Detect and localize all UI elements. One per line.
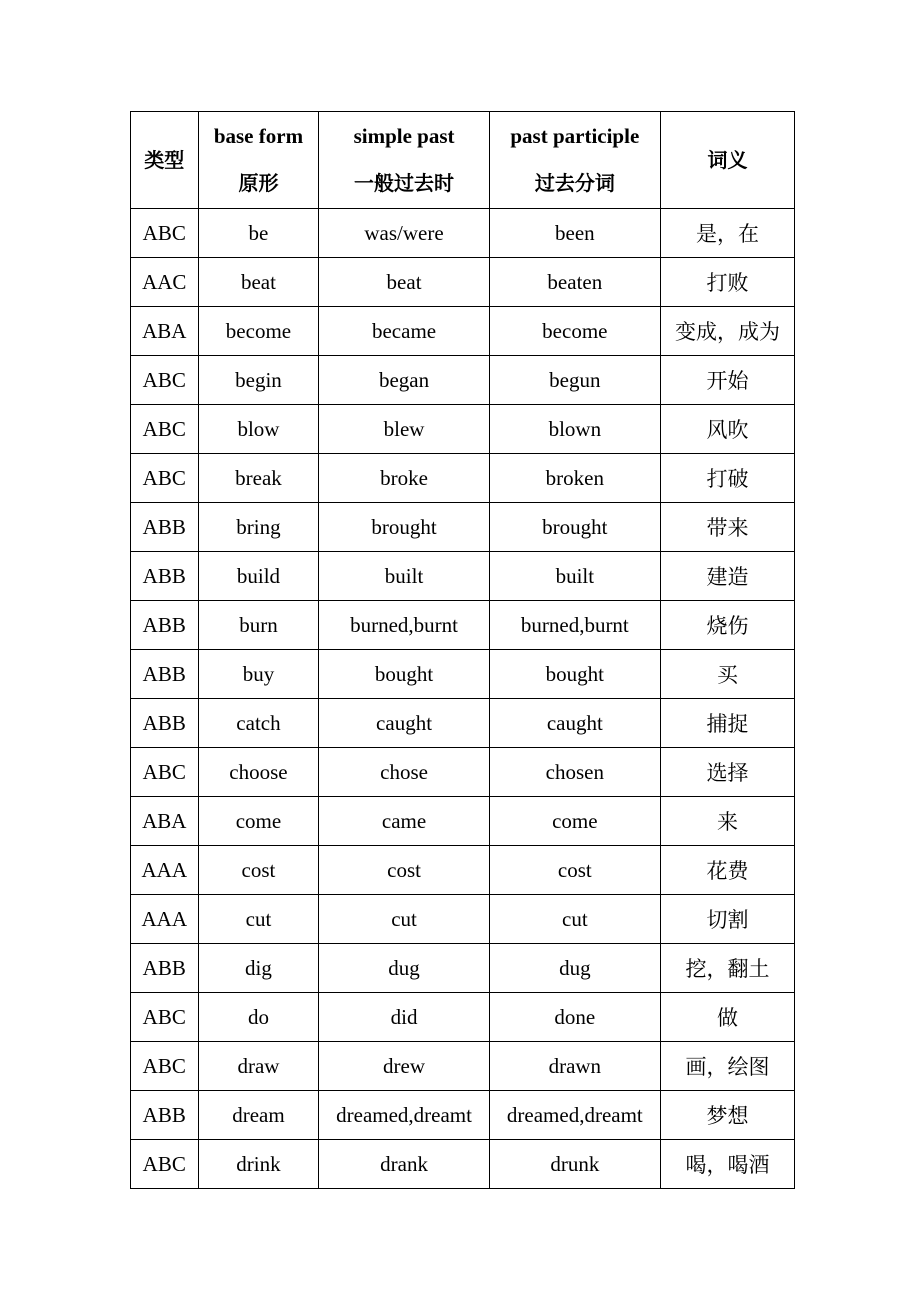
cell-past: dreamed,dreamt (319, 1091, 489, 1140)
cell-type: ABB (131, 552, 199, 601)
cell-base: come (198, 797, 319, 846)
cell-past: did (319, 993, 489, 1042)
header-base-en: base form (213, 124, 304, 148)
cell-meaning: 带来 (660, 503, 794, 552)
cell-type: ABA (131, 307, 199, 356)
cell-participle: dreamed,dreamt (489, 1091, 660, 1140)
cell-type: ABC (131, 209, 199, 258)
table-row (131, 307, 795, 356)
header-type-label: 类型 (144, 147, 185, 172)
cell-meaning: 选择 (660, 748, 794, 797)
table-row (131, 1042, 795, 1091)
cell-past: brought (319, 503, 489, 552)
cell-type: ABB (131, 944, 199, 993)
cell-participle: cut (489, 895, 660, 944)
table-row (131, 993, 795, 1042)
header-meaning (660, 112, 794, 209)
cell-meaning: 变成，成为 (660, 307, 794, 356)
cell-base: be (198, 209, 319, 258)
cell-participle: chosen (489, 748, 660, 797)
cell-type: ABB (131, 503, 199, 552)
cell-base: draw (198, 1042, 319, 1091)
cell-type: ABA (131, 797, 199, 846)
cell-meaning: 画，绘图 (660, 1042, 794, 1091)
cell-participle: built (489, 552, 660, 601)
cell-base: blow (198, 405, 319, 454)
cell-base: build (198, 552, 319, 601)
table-row (131, 699, 795, 748)
cell-meaning: 喝，喝酒 (660, 1140, 794, 1189)
header-past-participle (489, 112, 660, 209)
cell-past: beat (319, 258, 489, 307)
cell-participle: been (489, 209, 660, 258)
cell-meaning: 梦想 (660, 1091, 794, 1140)
table-row (131, 503, 795, 552)
cell-meaning: 烧伤 (660, 601, 794, 650)
header-type (131, 112, 199, 209)
table-row (131, 405, 795, 454)
header-past-en: simple past (353, 124, 455, 148)
header-meaning-label: 词义 (707, 147, 748, 172)
cell-type: ABC (131, 748, 199, 797)
cell-type: ABB (131, 699, 199, 748)
table-row (131, 650, 795, 699)
cell-meaning: 风吹 (660, 405, 794, 454)
cell-meaning: 是，在 (660, 209, 794, 258)
cell-meaning: 开始 (660, 356, 794, 405)
cell-participle: come (489, 797, 660, 846)
cell-base: begin (198, 356, 319, 405)
table-row (131, 601, 795, 650)
cell-past: cut (319, 895, 489, 944)
table-row (131, 454, 795, 503)
cell-base: break (198, 454, 319, 503)
cell-meaning: 来 (660, 797, 794, 846)
cell-meaning: 花费 (660, 846, 794, 895)
table-row (131, 356, 795, 405)
cell-past: broke (319, 454, 489, 503)
table-row (131, 797, 795, 846)
cell-type: ABC (131, 1140, 199, 1189)
cell-base: burn (198, 601, 319, 650)
cell-type: ABB (131, 1091, 199, 1140)
table-row (131, 552, 795, 601)
table-row (131, 748, 795, 797)
table-row (131, 258, 795, 307)
cell-participle: burned,burnt (489, 601, 660, 650)
cell-meaning: 建造 (660, 552, 794, 601)
header-base-cn: 原形 (238, 171, 279, 195)
cell-participle: caught (489, 699, 660, 748)
cell-type: AAA (131, 895, 199, 944)
table-row (131, 1140, 795, 1189)
cell-participle: dug (489, 944, 660, 993)
irregular-verbs-table (130, 111, 795, 1189)
cell-participle: begun (489, 356, 660, 405)
cell-participle: brought (489, 503, 660, 552)
header-participle-cn: 过去分词 (534, 171, 615, 195)
cell-base: buy (198, 650, 319, 699)
table-row (131, 895, 795, 944)
cell-past: burned,burnt (319, 601, 489, 650)
cell-type: ABC (131, 405, 199, 454)
cell-type: ABC (131, 454, 199, 503)
cell-past: chose (319, 748, 489, 797)
cell-type: ABC (131, 993, 199, 1042)
cell-past: dug (319, 944, 489, 993)
cell-base: cut (198, 895, 319, 944)
cell-base: cost (198, 846, 319, 895)
table-row (131, 846, 795, 895)
header-base-form (198, 112, 319, 209)
cell-meaning: 做 (660, 993, 794, 1042)
cell-participle: drawn (489, 1042, 660, 1091)
cell-participle: done (489, 993, 660, 1042)
cell-meaning: 打败 (660, 258, 794, 307)
cell-participle: blown (489, 405, 660, 454)
cell-participle: broken (489, 454, 660, 503)
cell-base: catch (198, 699, 319, 748)
cell-past: blew (319, 405, 489, 454)
cell-type: AAC (131, 258, 199, 307)
cell-past: cost (319, 846, 489, 895)
cell-participle: drunk (489, 1140, 660, 1189)
cell-type: ABB (131, 650, 199, 699)
cell-past: came (319, 797, 489, 846)
header-participle-en: past participle (510, 124, 640, 148)
header-past-cn: 一般过去时 (354, 171, 455, 195)
cell-participle: become (489, 307, 660, 356)
cell-base: become (198, 307, 319, 356)
cell-meaning: 挖，翻土 (660, 944, 794, 993)
cell-participle: beaten (489, 258, 660, 307)
cell-base: beat (198, 258, 319, 307)
cell-past: bought (319, 650, 489, 699)
cell-type: ABB (131, 601, 199, 650)
cell-past: caught (319, 699, 489, 748)
cell-base: choose (198, 748, 319, 797)
cell-type: AAA (131, 846, 199, 895)
cell-participle: cost (489, 846, 660, 895)
cell-meaning: 买 (660, 650, 794, 699)
cell-base: dream (198, 1091, 319, 1140)
cell-past: became (319, 307, 489, 356)
cell-base: bring (198, 503, 319, 552)
cell-base: drink (198, 1140, 319, 1189)
table-body (131, 209, 795, 1189)
cell-past: built (319, 552, 489, 601)
cell-past: was/were (319, 209, 489, 258)
cell-participle: bought (489, 650, 660, 699)
cell-type: ABC (131, 356, 199, 405)
table-row (131, 209, 795, 258)
cell-past: began (319, 356, 489, 405)
header-row (131, 112, 795, 209)
cell-meaning: 捕捉 (660, 699, 794, 748)
cell-meaning: 打破 (660, 454, 794, 503)
cell-base: dig (198, 944, 319, 993)
table-row (131, 1091, 795, 1140)
header-simple-past (319, 112, 489, 209)
table-row (131, 944, 795, 993)
table-header (131, 112, 795, 209)
cell-meaning: 切割 (660, 895, 794, 944)
cell-past: drank (319, 1140, 489, 1189)
cell-base: do (198, 993, 319, 1042)
cell-type: ABC (131, 1042, 199, 1091)
cell-past: drew (319, 1042, 489, 1091)
